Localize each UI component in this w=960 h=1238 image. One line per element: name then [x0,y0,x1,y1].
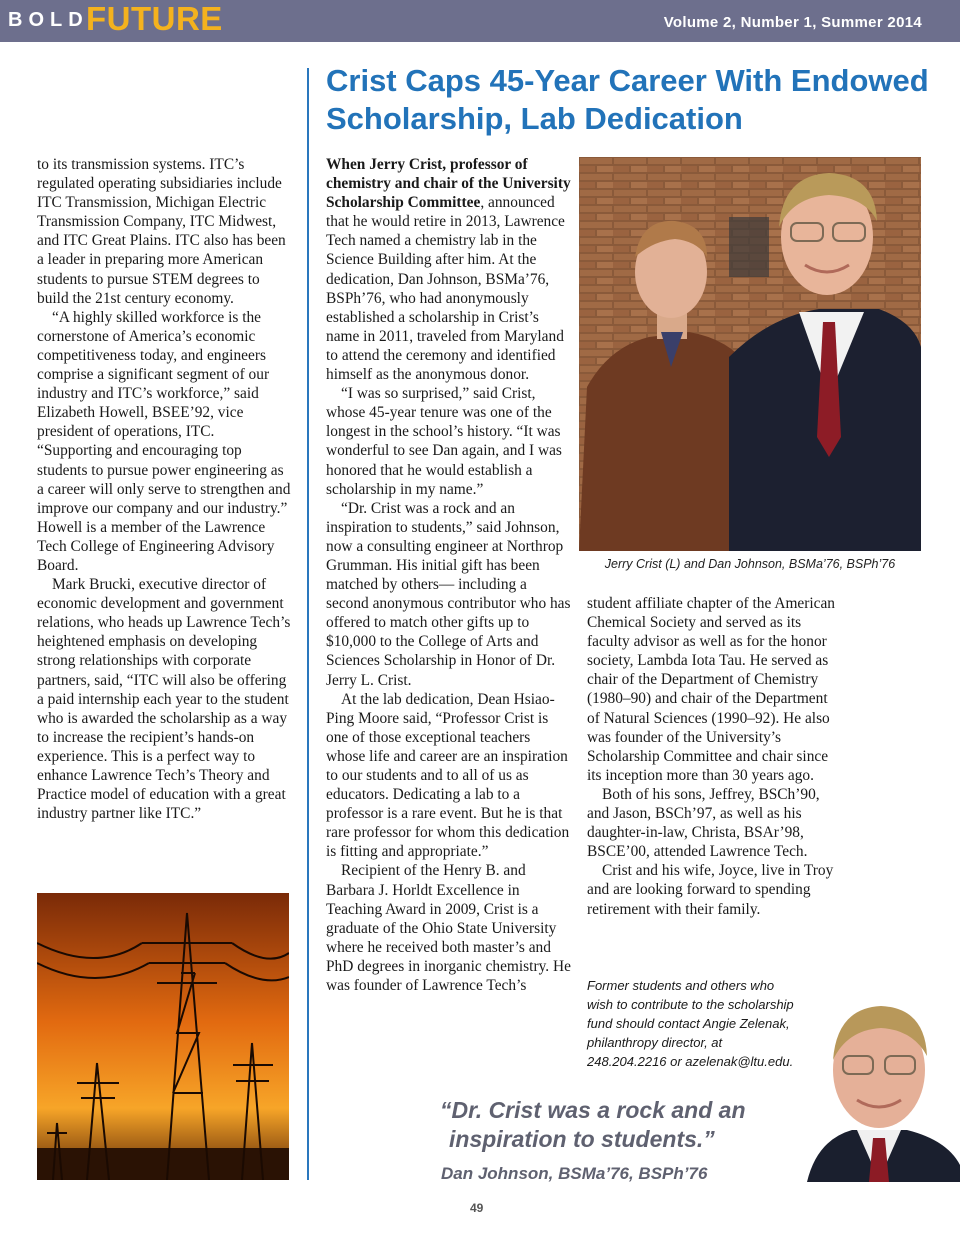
paragraph: At the lab dedication, Dean Hsiao-Ping Moore said, “Professor Crist is one of those exceptional teachers whose life and career are an inspiration to our students and to all of us as educators. Dedicating a lab to a professor is a rare event. But he is that rare professor for whom this dedication is fitting and appropriate.” [326,690,570,861]
lead-paragraph [326,155,571,384]
masthead-banner [0,0,960,42]
johnson-portrait [797,990,960,1182]
pull-quote [440,1096,760,1154]
paragraph: “Dr. Crist was a rock and an inspiration to students,” said Johnson, now a consulting engineer at Northrop Grumman. His initial gift has been matched by others— including a second anonymous contributor who has offered to match other gifts up to $10,000 to the College of Arts and Sciences Scholarship in Honor of Dr. Jerry L. Crist. [326,499,571,689]
paragraph: Both of his sons, Jeffrey, BSCh’90, and Jason, BSCh’97, as well as his daughter-in-law, Christa, BSAr’98, BSCE’00, attended Lawrence Tech. [587,785,820,861]
paragraph: “I was so surprised,” said Crist, whose 45-year tenure was one of the longest in the school’s history. “It was wonderful to see Dan again, and I was honored that he would establish a scholarship in my name.” [326,385,562,498]
paragraph: student affiliate chapter of the American Chemical Society and served as its faculty advisor as well as for the honor society, Lambda Iota Tau. He served as chair of the Department of Chemistry (1980–90) and chair of the Department of Natural Sciences (1990–92). He also was founder of the University’s Scholarship Committee and chair since its inception more than 30 years ago. [587,595,836,784]
paragraph: Mark Brucki, executive director of economic development and government relations, who heads up Lawrence Tech’s heightened emphasis on developing strong relationships with corporate partners, said, “ITC will also be offering a paid internship each year to the student who is awarded the scholarship as a way to increase the recipient’s hands-on experience. This is a perfect way to enhance Lawrence Tech’s Theory and Practice model of education with a great industry partner like ITC.” [37,576,291,823]
paragraph: Crist and his wife, Joyce, live in Troy and are looking forward to spending retirement with their family. [587,862,834,918]
issue-info: Volume 2, Number 1, Summer 2014 [663,14,922,31]
pull-quote-line-2: inspiration to students.” [449,1126,715,1152]
paragraph: Recipient of the Henry B. and Barbara J. Horldt Excellence in Teaching Award in 2009, Crist is a graduate of the Ohio State University where he received both master’s and PhD degrees in inorganic chemistry. He was founder of Lawrence Tech’s [326,862,571,995]
paragraph: to its transmission systems. ITC’s regulated operating subsidiaries include ITC Transmission, Michigan Electric Transmission Company, ITC Midwest, and ITC Great Plains. ITC also has been a leader in preparing more American students to pursue STEM degrees to build the 21st century economy. [37,156,286,307]
paragraph: “A highly skilled workforce is the cornerstone of America’s economic competitiveness today, and engineers comprise a significant segment of our industry and ITC’s workforce,” said Elizabeth Howell, BSEE’92, vice president of operations, ITC. “Supporting and encouraging top students to pursue power engineering as a career will only serve to strengthen and improve our company and our industry.” Howell is a member of the Lawrence Tech College of Engineering Advisory Board. [37,308,291,574]
transmission-towers-photo [37,893,289,1180]
column-divider [307,68,309,1180]
pull-quote-attribution: Dan Johnson, BSMa’76, BSPh’76 [441,1164,708,1183]
brand-future: FUTURE [86,0,223,37]
column-left [37,155,293,823]
page-number: 49 [470,1201,484,1215]
column-middle [326,155,571,995]
photo-caption: Jerry Crist (L) and Dan Johnson, BSMa’76, BSPh’76 [604,557,896,571]
article-headline: Crist Caps 45-Year Career With Endowed Scholarship, Lab Dedication [326,63,929,136]
brand-bold: BOLD [8,9,89,31]
lead-rest: , announced that he would retire in 2013, Lawrence Tech named a chemistry lab in the Science Building after him. At the dedication, Dan Johnson, BSMa’76, BSPh’76, who had anonymously established a scholarship in Crist’s name in 2011, traveled from Maryland to attend the ceremony and identified himself as the anonymous donor. [326,194,565,384]
column-right [587,594,837,919]
contact-note: Former students and others who wish to contribute to the scholarship fund should contact Angie Zelenak, philanthropy director, at 248.204.2216 or azelenak@ltu.edu. [587,978,794,1069]
pull-quote-line-1: “Dr. Crist was a rock and an [440,1097,746,1123]
lead-bold: When Jerry Crist, professor of chemistry and chair of the University Scholarship Committee [326,156,571,212]
crist-johnson-photo [579,157,921,551]
